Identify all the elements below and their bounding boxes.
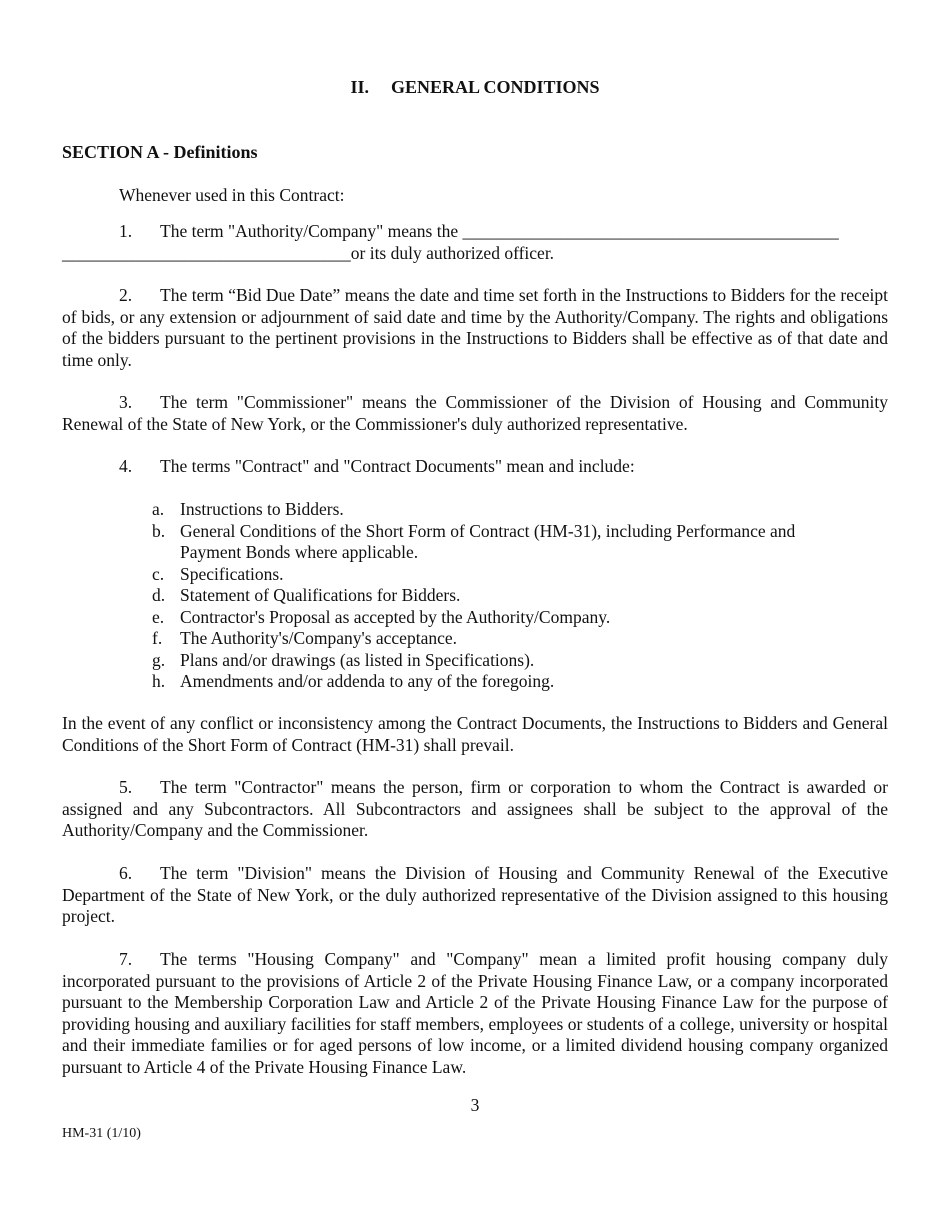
definition-number: 1. [119, 221, 133, 241]
list-text: Statement of Qualifications for Bidders. [180, 585, 461, 605]
definition-text: The term "Authority/Company" means the [160, 221, 463, 241]
page-title [62, 77, 888, 99]
definition-number: 6. [119, 863, 133, 883]
form-code: HM-31 (1/10) [62, 1126, 141, 1141]
list-letter: d. [152, 585, 166, 605]
intro-text: Whenever used in this Contract: [119, 185, 345, 205]
definition-text-end: or its duly authorized officer. [350, 242, 555, 263]
definition-number: 3. [119, 392, 133, 412]
page-number: 3 [470, 1095, 480, 1115]
authority-blank-line: ___________________________________________ [462, 221, 839, 241]
list-item [152, 564, 812, 586]
contract-documents-list [152, 499, 812, 693]
list-letter: h. [152, 671, 166, 691]
definition-text: The terms "Housing Company" and "Company" mean a limited profit housing company duly incorporated pursuant to the provisions of Article 2 of the Private Housing Finance Law, or a company incorporated pursuant to the Membership Corporation Law and Article 2 of the Private Housing Finance Law for the purpose of providing housing and auxiliary facilities for staff members, employees or students of a college, university or hospital and their immediate families or for aged persons of low income, or a limited dividend housing company organized pursuant to Article 4 of the Private Housing Finance Law. [62, 949, 888, 1077]
definition-7 [62, 949, 888, 1078]
list-text: Amendments and/or addenda to any of the foregoing. [180, 671, 555, 691]
title-text: GENERAL CONDITIONS [390, 77, 600, 97]
definition-text: The term "Contractor" means the person, firm or corporation to whom the Contract is awarded or assigned and any Subcontractors. All Subcontractors and assignees shall be subject to the approval of the Authority/Company and the Commissioner. [62, 777, 888, 840]
authority-blank-line-continued: _________________________________ [62, 242, 351, 263]
list-text: General Conditions of the Short Form of Contract (HM-31), including Performance and Payment Bonds where applicable. [180, 520, 796, 562]
list-item [152, 499, 812, 521]
list-letter: b. [152, 520, 166, 541]
definition-number: 5. [119, 777, 133, 797]
definition-text: The term "Commissioner" means the Commissioner of the Division of Housing and Community Renewal of the State of New York, or the Commissioner's duly authorized representative. [62, 392, 888, 434]
definition-6 [62, 863, 888, 928]
list-letter: e. [152, 606, 165, 627]
definition-5 [62, 777, 888, 842]
definition-1 [62, 221, 888, 264]
section-heading: SECTION A - Definitions [62, 142, 258, 162]
list-letter: f. [152, 628, 163, 648]
list-text: Plans and/or drawings (as listed in Specifications). [180, 649, 535, 670]
definition-number: 7. [119, 949, 133, 969]
list-item [152, 628, 812, 650]
list-item [152, 671, 812, 693]
list-item [152, 521, 812, 564]
conflict-clause: In the event of any conflict or inconsistency among the Contract Documents, the Instructions to Bidders and General Conditions of the Short Form of Contract (HM-31) shall prevail. [62, 713, 888, 755]
definition-number: 4. [119, 456, 133, 476]
list-item [152, 607, 812, 629]
list-text: Instructions to Bidders. [180, 499, 344, 519]
list-text: Contractor's Proposal as accepted by the Authority/Company. [180, 606, 611, 627]
definition-3 [62, 392, 888, 435]
list-text: Specifications. [180, 563, 284, 584]
definition-text: The term "Division" means the Division of Housing and Community Renewal of the Executive Department of the State of New York, or the duly authorized representative of the Division assigned to this housing project. [62, 863, 888, 926]
list-letter: g. [152, 649, 166, 670]
definition-text: The term “Bid Due Date” means the date and time set forth in the Instructions to Bidders for the receipt of bids, or any extension or adjournment of said date and time by the Authority/Company. The rights and obligations of the bidders pursuant to the pertinent provisions in the Instructions to Bidders shall be effective as of that date and time only. [62, 285, 888, 370]
definition-2 [62, 285, 888, 371]
list-letter: c. [152, 563, 165, 584]
list-item [152, 585, 812, 607]
definition-text: The terms "Contract" and "Contract Documents" mean and include: [160, 456, 635, 476]
definition-4 [62, 456, 888, 478]
list-letter: a. [152, 499, 165, 519]
list-item [152, 650, 812, 672]
definition-number: 2. [119, 285, 133, 305]
title-number: II. [350, 77, 369, 97]
list-text: The Authority's/Company's acceptance. [180, 628, 457, 648]
